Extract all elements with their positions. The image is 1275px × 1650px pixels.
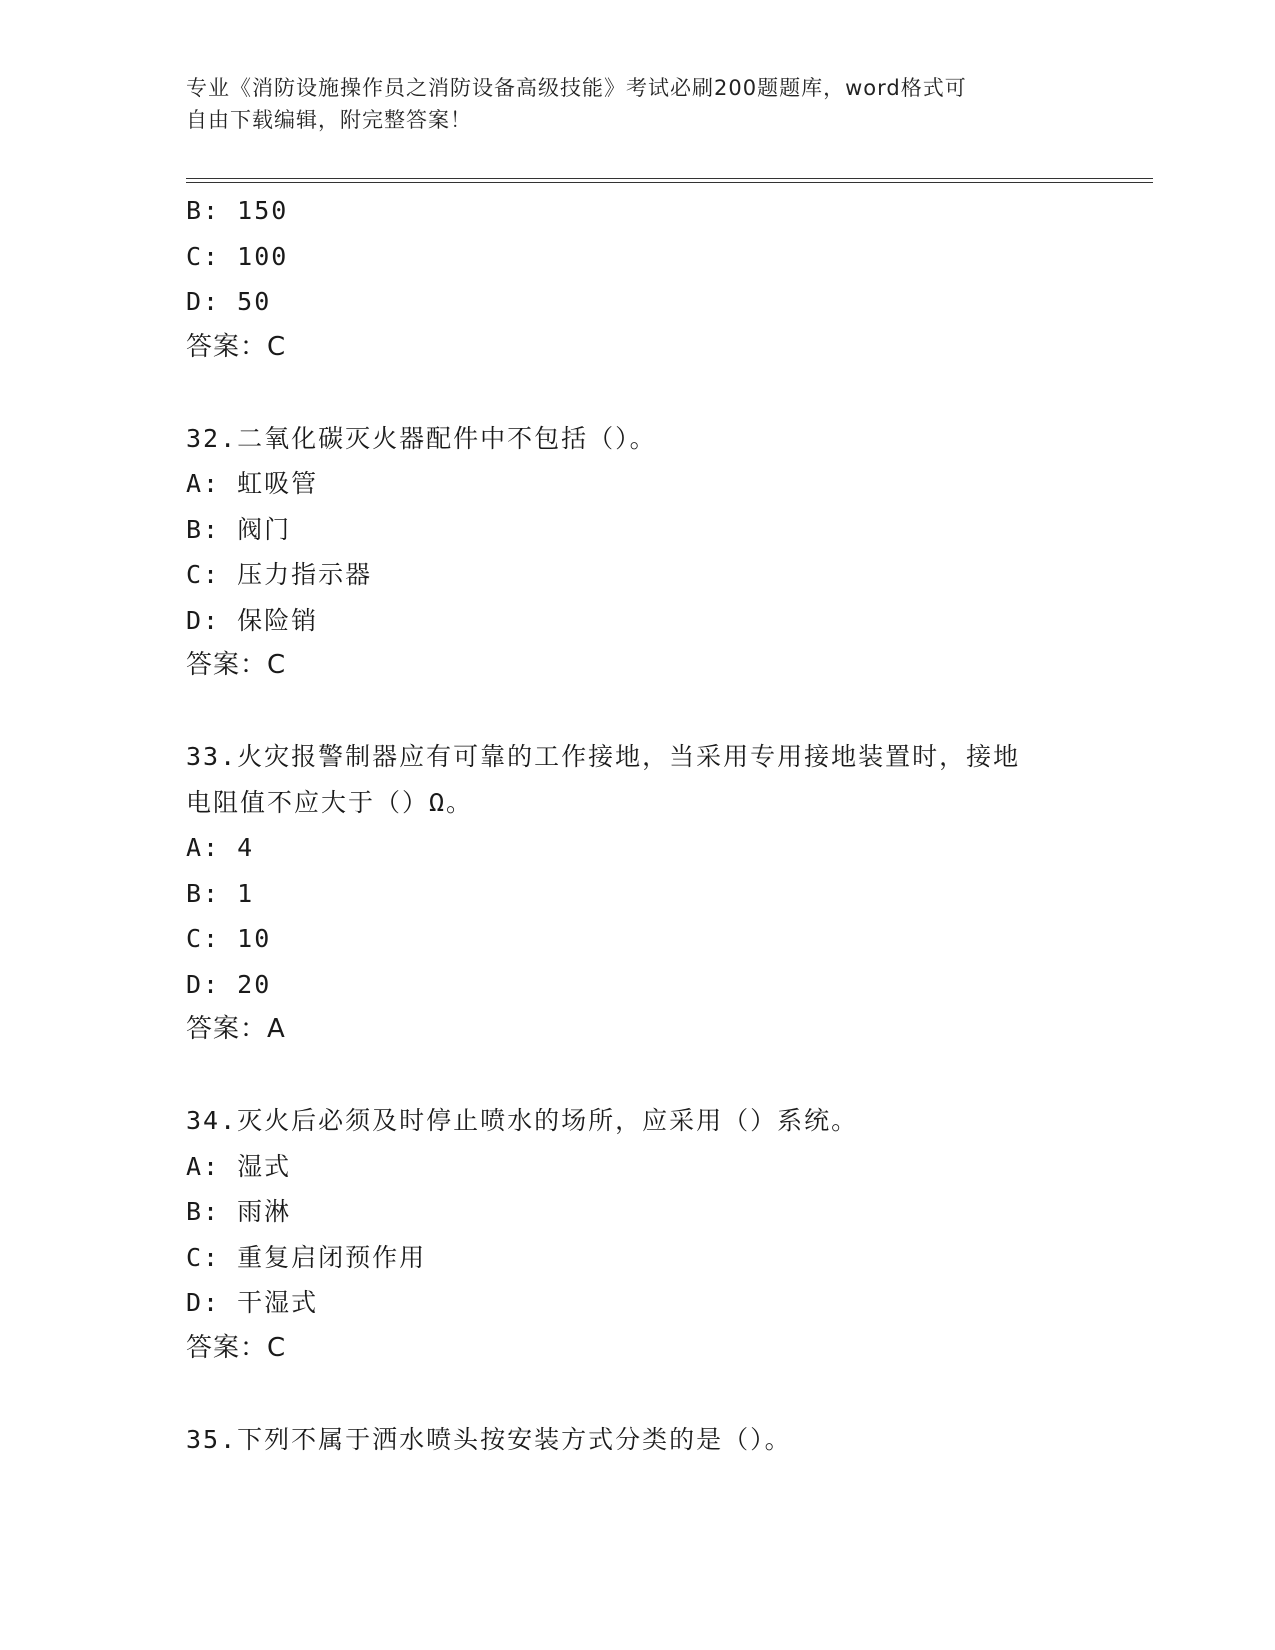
header-divider-top [186, 178, 1153, 179]
option-c: C: 重复启闭预作用 [186, 1242, 427, 1272]
block-spacer [186, 1053, 1086, 1099]
option-a: A: 4 [186, 833, 255, 862]
block-spacer [186, 1371, 1086, 1417]
option-c: C: 100 [186, 241, 289, 271]
option-d: D: 保险销 [186, 605, 319, 635]
option-c: C: 10 [186, 924, 272, 953]
question-text-line-2: 电阻值不应大于（）Ω。 [186, 787, 474, 817]
question-block-35 [186, 1417, 1086, 1463]
option-b: B: 阀门 [186, 514, 292, 544]
question-block-31 [186, 188, 1086, 370]
question-text-line-1: 33.火灾报警制器应有可靠的工作接地，当采用专用接地装置时，接地 [186, 742, 1021, 771]
option-b: B: 1 [186, 878, 255, 908]
question-block-32 [186, 416, 1086, 689]
option-d: D: 50 [186, 287, 272, 316]
question-list [186, 188, 1086, 1462]
header-title-line-1: 专业《消防设施操作员之消防设备高级技能》考试必刷200题题库，word格式可 [186, 76, 967, 100]
question-block-33 [186, 734, 1086, 1053]
question-text: 34.灭火后必须及时停止喷水的场所，应采用（）系统。 [186, 1106, 859, 1135]
block-spacer [186, 689, 1086, 735]
option-b: B: 150 [186, 196, 289, 225]
answer-line: 答案：A [186, 1014, 286, 1044]
header-divider-bottom [186, 182, 1153, 183]
header-title-line-2: 自由下载编辑，附完整答案！ [186, 108, 472, 132]
option-c: C: 压力指示器 [186, 560, 373, 589]
answer-line: 答案：C [186, 650, 287, 680]
document-header [186, 72, 1066, 136]
question-block-34 [186, 1098, 1086, 1371]
question-text: 35.下列不属于洒水喷头按安装方式分类的是（）。 [186, 1424, 792, 1454]
option-b: B: 雨淋 [186, 1197, 292, 1226]
block-spacer [186, 370, 1086, 416]
option-d: D: 干湿式 [186, 1288, 319, 1317]
answer-line: 答案：C [186, 331, 287, 362]
question-text: 32.二氧化碳灭火器配件中不包括（）。 [186, 423, 657, 453]
option-a: A: 湿式 [186, 1151, 292, 1181]
answer-line: 答案：C [186, 1332, 287, 1363]
option-a: A: 虹吸管 [186, 469, 319, 498]
option-d: D: 20 [186, 969, 272, 999]
